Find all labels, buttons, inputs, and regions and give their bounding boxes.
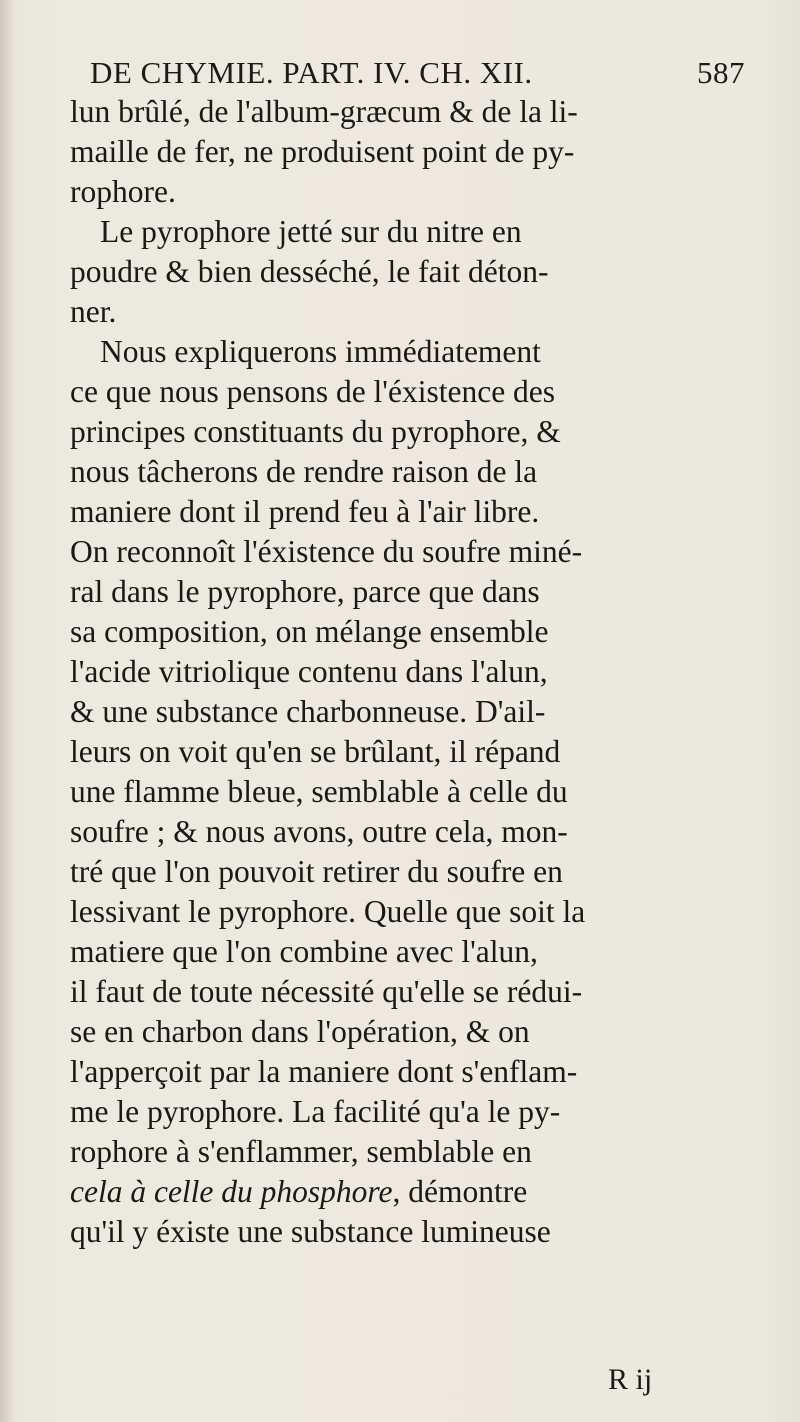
text-line: sa composition, on mélange ensemble — [70, 614, 549, 649]
text-line: il faut de toute nécessité qu'elle se rédui- — [70, 974, 583, 1009]
text-line: leurs on voit qu'en se brûlant, il répand — [70, 734, 561, 769]
text-line: qu'il y éxiste une substance lumineuse — [70, 1214, 551, 1249]
running-header — [90, 55, 745, 97]
text-line: On reconnoît l'éxistence du soufre miné- — [70, 534, 583, 569]
text-line: rophore à s'enflammer, semblable en — [70, 1134, 532, 1169]
text-line: une flamme bleue, semblable à celle du — [70, 774, 568, 809]
paragraph-start-line: Le pyrophore jetté sur du nitre en — [100, 214, 522, 249]
text-line: principes constituants du pyrophore, & — [70, 414, 561, 449]
text-line: & une substance charbonneuse. D'ail- — [70, 694, 546, 729]
signature-mark: R ij — [608, 1363, 653, 1396]
text-line: ce que nous pensons de l'éxistence des — [70, 374, 556, 409]
paragraph-start-line: Nous expliquerons immédiatement — [100, 334, 541, 369]
running-title: DE CHYMIE. PART. IV. CH. XII. — [90, 55, 533, 90]
text-line: tré que l'on pouvoit retirer du soufre en — [70, 854, 563, 889]
text-line: nous tâcherons de rendre raison de la — [70, 454, 538, 489]
gutter-shadow — [0, 0, 14, 1422]
text-line: maille de fer, ne produisent point de py- — [70, 134, 575, 169]
text-line: matiere que l'on combine avec l'alun, — [70, 934, 538, 969]
text-line: l'acide vitriolique contenu dans l'alun, — [70, 654, 548, 689]
text-line: soufre ; & nous avons, outre cela, mon- — [70, 814, 568, 849]
text-line: poudre & bien desséché, le fait déton- — [70, 254, 549, 289]
text-line: ral dans le pyrophore, parce que dans — [70, 574, 540, 609]
text-line: me le pyrophore. La facilité qu'a le py- — [70, 1094, 561, 1129]
text-line: ner. — [70, 294, 117, 329]
text-line: lun brûlé, de l'album-græcum & de la li- — [70, 94, 578, 129]
text-line: se en charbon dans l'opération, & on — [70, 1014, 530, 1049]
page-number: 587 — [697, 55, 745, 90]
text-run: , démontre — [392, 1174, 528, 1209]
text-line: maniere dont il prend feu à l'air libre. — [70, 494, 540, 529]
text-line: l'apperçoit par la maniere dont s'enflam- — [70, 1054, 578, 1089]
text-line: lessivant le pyrophore. Quelle que soit la — [70, 894, 586, 929]
text-line-mixed — [70, 1172, 527, 1212]
text-line: rophore. — [70, 174, 176, 209]
italic-phrase: cela à celle du phosphore — [70, 1174, 393, 1209]
